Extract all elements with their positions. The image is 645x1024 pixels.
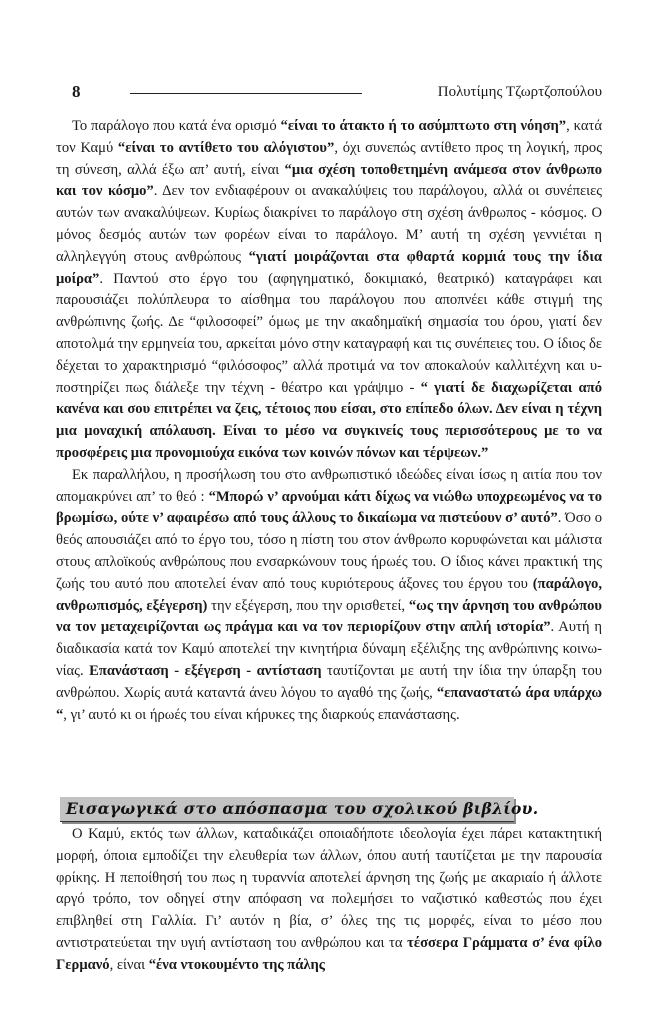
section-text bbox=[56, 824, 602, 977]
section-heading-text: Εισαγωγικά στο απόσπασμα του σχολικού βιβλίου. bbox=[66, 799, 539, 818]
main-text bbox=[56, 116, 602, 726]
text-run: Εκ παραλλήλου, η προσήλωση του στο ανθρωπιστικό ιδεώδες είναι ίσως η αιτία που τον απομακρύνει απ’ το θεό : bbox=[56, 466, 602, 505]
section-heading bbox=[60, 797, 539, 822]
bold-quote: τέσσερα Γράμματα σ’ ένα φίλο Γερμανό bbox=[56, 934, 602, 973]
text-run: , όχι συνεπώς αντίθετο προς τη λογική, προς τη σύνεση, αλλά έξω απ’ αυτή, είναι bbox=[56, 139, 602, 178]
bold-quote: “είναι το αντίθετο του αλόγιστου” bbox=[117, 139, 335, 156]
bold-quote: (παράλογο, ανθρωπισμός, εξέγερση) bbox=[56, 575, 602, 614]
paragraph bbox=[56, 116, 602, 465]
text-run: , είναι bbox=[109, 956, 149, 973]
bold-quote: “ως την άρνηση του ανθρώπου να τον μεταχειρίζονται ως πράγμα και να τον περιορίζουν στην απλή ιστορία” bbox=[56, 597, 602, 636]
paragraph bbox=[56, 824, 602, 977]
bold-quote: “γιατί μοιράζονται στα φθαρτά κορμιά τους την ίδια μοίρα” bbox=[56, 248, 602, 287]
text-run: , γι’ αυτό κι οι ήρωές του είναι κήρυκες της διαρκούς επανάστασης. bbox=[63, 706, 460, 723]
header-rule bbox=[130, 93, 362, 94]
bold-quote: Επανάσταση - εξέγερση - αντίσταση bbox=[89, 662, 322, 679]
page-header bbox=[70, 82, 602, 104]
page-number: 8 bbox=[72, 82, 81, 101]
text-run: . Όσο ο θεός απουσιάζει από το έργο του, τόσο η πίστη του στον άνθρωπο κορυφώνεται και μάλιστα στους απλοϊκούς ανθρώπους που ενσαρκώνουν τους ήρωές του. Ο ίδιος κάνει πρακτική της ζωής του αυτό που αποτελεί έναν από τους κυριότερους άξονες του έργου του bbox=[56, 510, 602, 592]
text-run: , κατά τον Καμύ bbox=[56, 118, 602, 156]
text-run: ταυτίζονται με αυτή την ίδια την ύπαρξη του ανθρώπου. Χωρίς αυτά καταντά άνευ λόγου το αγαθό της ζωής, bbox=[56, 662, 602, 701]
bold-quote: “επαναστατώ άρα υπάρχω “ bbox=[56, 684, 602, 723]
bold-quote: “ένα ντοκουμέντο της πάλης bbox=[148, 956, 325, 973]
text-run: . Αυτή η διαδικασία κατά τον Καμύ αποτελεί την κινητήρια δύναμη εξέλιξης της ανθρώπινης κοινωνίας. bbox=[56, 619, 602, 679]
text-run: Ο Καμύ, εκτός των άλλων, καταδικάζει οποιαδήποτε ιδεολογία έχει πάρει κατακτητική μορφή, όποια εμποδίζει την ελευθερία των άλλων, όπου αυτή ταυτίζεται με την παρουσία φρίκης. Η πεποίθησή του πως η τυραννία αποτελεί άρνηση της ζωής με ακαριαίο ή άλλοτε αργό τρόπο, τον οδηγεί στην απόφαση να πολεμήσει το ναζιστικό καθεστώς που έχει επιβληθεί στη Γαλλία. Γι’ αυτόν η βία, σ’ όλες της τις μορφές, είναι το μέσο που αντιστρατεύεται την υγιή αντίσταση του ανθρώπου και τα bbox=[56, 826, 602, 951]
bold-quote: “Μπορώ ν’ αρνούμαι κάτι δίχως να νιώθω υποχρεωμένος να το βρωμίσω, ούτε ν’ αφαιρέσω από τους άλλους το δικαίωμα να πιστεύουν σ’ αυτό” bbox=[56, 488, 602, 527]
bold-quote: “είναι το άτακτο ή το ασύμπτωτο στη νόηση” bbox=[280, 118, 567, 134]
running-title: Πολυτίμης Τζωρτζοπούλου bbox=[437, 84, 602, 100]
paragraph bbox=[56, 465, 602, 727]
text-run: την εξέγερση, που την ορισθετεί, bbox=[207, 597, 409, 614]
bold-quote: “ γιατί δε διαχωρίζεται από κανένα και σου επιτρέπει να ζεις, τέτοιος που είσαι, στο επίπεδο όλων. Δεν είναι η τέχνη μια μοναχική απόλαυση. Είναι το μέσο να συγκινείς τους περισσότερους με το να προσφέρεις μια προνομιούχα εικόνα των κοινών πόνων και τέρψεων.” bbox=[56, 379, 602, 461]
text-run: . Παντού στο έργο του (αφηγηματικό, δοκιμιακό, θεατρικό) καταγράφει και παρουσιάζει πολύπλευρα το αίσθημα του παράλογου που αποπνέει κάθε στιγμή της ανθρώπινης ζωής. Δε “φιλοσοφεί” όμως με την ακαδημαϊκή σημασία του όρου, γιατί δεν αποτολμά την ερμηνεία του, αρκείται μόνο στην καταγραφή και τις συνέπειες του. Ο ίδιος δε δέχεται το χαρακτηρισμό “φιλόσοφος” αλλά προτιμά να τον αποκαλούν καλλιτέχνη και υποστηρίζει πως διάλεξε την τέχνη - θέατρο και γράψιμο - bbox=[56, 270, 602, 396]
text-run: Το παράλογο που κατά ένα ορισμό bbox=[72, 118, 281, 134]
bold-quote: “μια σχέση τοποθετημένη ανάμεσα στον άνθρωπο και τον κόσμο” bbox=[56, 161, 602, 200]
text-run: . Δεν τον ενδιαφέρουν οι ανακαλύψεις του παράλογου, αλλά οι συνέπειες αυτών των ανακαλύψεων. Κυρίως διακρίνει το παράλογο στη σχέση άνθρωπος - κόσμος. Ο μόνος δεσμός αυτών των φορέων είναι το παράλογο. Μ’ αυτή τη σχέση γεννιέται η αλληλεγγύη στους ανθρώπους bbox=[56, 183, 602, 265]
